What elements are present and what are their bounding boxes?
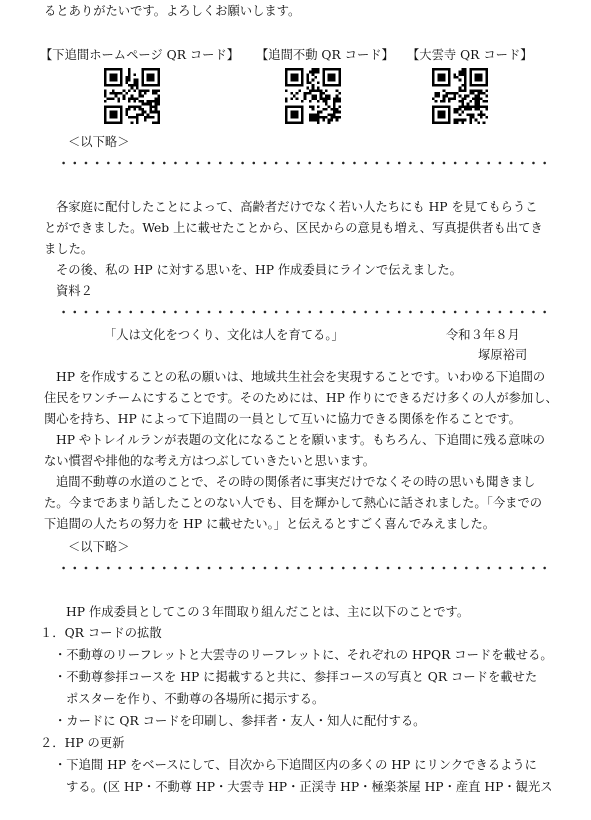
list-item: ・不動尊参拝コースを HP に掲載すると共に、参拝コースの写真と QR コードを載せた — [54, 670, 538, 684]
intro-line: るとありがたいです。よろしくお願いします。 — [44, 4, 301, 18]
dotted-divider — [58, 310, 548, 314]
paragraph-line: 各家庭に配付したことによって、高齢者だけでなく若い人たちにも HP を見てもらうこ — [56, 200, 538, 214]
quote-title: 「人は文化をつくり、文化は人を育てる。」 — [104, 328, 344, 342]
paragraph-line: ました。 — [44, 242, 94, 256]
list-item-continued: する。(区 HP・不動尊 HP・大雲寺 HP・正渓寺 HP・極楽茶屋 HP・産直 HP・観光ス — [66, 780, 553, 794]
summary-intro: HP 作成委員としてこの３年間取り組んだことは、主に以下のことです。 — [66, 605, 470, 619]
paragraph-line: ない慣習や排他的な考え方はつぶしていきたいと思います。 — [44, 454, 376, 468]
section-heading-hp: ２．HP の更新 — [40, 736, 125, 750]
qr-label-hazama-fudo: 【追間不動 QR コード】 — [256, 48, 394, 62]
qr-code-shimohazama-hp[interactable] — [104, 68, 160, 124]
qr-code-daiunji[interactable] — [432, 68, 488, 124]
qr-label-shimohazama-hp: 【下追間ホームページ QR コード】 — [40, 48, 240, 62]
paragraph-line: 追間不動尊の水道のことで、その時の関係者に事実だけでなくその時の思いも聞きまし — [56, 475, 536, 489]
omitted-note: ＜以下略＞ — [68, 540, 130, 554]
paragraph-line: た。今まであまり話したことのない人でも、目を輝かして熱心に話されました。「今までの — [44, 496, 543, 510]
material-label: 資料２ — [56, 284, 93, 298]
list-item-continued: ポスターを作り、不動尊の各場所に掲示する。 — [66, 692, 325, 706]
section-heading-qr: １．QR コードの拡散 — [40, 626, 162, 640]
quote-author: 塚原裕司 — [478, 348, 528, 362]
quote-date: 令和３年８月 — [446, 328, 520, 342]
paragraph-line: 下追間の人たちの努力を HP に載せたい。」と伝えるとすごく喜んでみえました。 — [44, 517, 496, 531]
dotted-divider — [58, 566, 548, 570]
paragraph-line: 関心を持ち、HP によって下追間の一員として互いに協力できる関係を作ることです。 — [44, 412, 521, 426]
paragraph-line: とができました。Web 上に載せたことから、区民からの意見も増え、写真提供者も出てき — [44, 221, 543, 235]
list-item: ・カードに QR コードを印刷し、参拝者・友人・知人に配付する。 — [54, 714, 426, 728]
paragraph-line: HP を作成することの私の願いは、地域共生社会を実現することです。いわゆる下追間の — [56, 370, 546, 384]
omitted-note: ＜以下略＞ — [68, 135, 130, 149]
paragraph-line: HP やトレイルランが表題の文化になることを願います。もちろん、下追間に残る意味の — [56, 433, 546, 447]
list-item: ・不動尊のリーフレットと大雲寺のリーフレットに、それぞれの HPQR コードを載せる。 — [54, 648, 553, 662]
qr-code-hazama-fudo[interactable] — [285, 68, 341, 124]
list-item: ・下追間 HP をベースにして、目次から下追間区内の多くの HP にリンクできるように — [54, 758, 537, 772]
dotted-divider — [58, 161, 548, 165]
paragraph-line: 住民をワンチームにすることです。そのためには、HP 作りにできるだけ多くの人が参加し、 — [44, 391, 558, 405]
paragraph-line: その後、私の HP に対する思いを、HP 作成委員にラインで伝えました。 — [56, 263, 462, 277]
qr-label-daiunji: 【大雲寺 QR コード】 — [407, 48, 533, 62]
